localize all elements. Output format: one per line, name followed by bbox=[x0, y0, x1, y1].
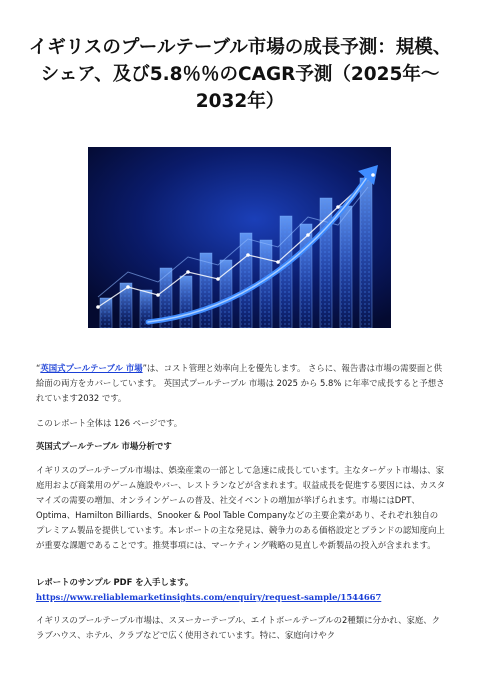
segment-paragraph: イギリスのプールテーブル市場は、スヌーカーテーブル、エイトボールテーブルの2種類に分かれ、家庭、クラブハウス、ホテル、クラブなどで広く使用されています。特に、家庭向けやク bbox=[36, 615, 440, 640]
intro-text: ”は、コスト管理と効率向上を優先します。 さらに、報告書は市場の需要面と供給面の両方をカバーしています。 英国式プールテーブル 市場は 2025 から 5.8% に年率で成長すると予想されています2032 です。 bbox=[36, 363, 445, 403]
hero-node bbox=[306, 233, 310, 237]
hero-bar-texture bbox=[121, 285, 131, 328]
sample-request-label: レポートのサンプル PDF を入手します。 bbox=[36, 577, 194, 587]
hero-node bbox=[246, 253, 250, 257]
pages-note: このレポート全体は 126 ページです。 bbox=[36, 418, 183, 428]
hero-bar-texture bbox=[341, 208, 351, 328]
hero-bar-texture bbox=[261, 242, 271, 328]
hero-bar-texture bbox=[321, 200, 331, 328]
analysis-paragraph: イギリスのプールテーブル市場は、娯楽産業の一部として急速に成長しています。主なターゲット市場は、家庭用および商業用のゲーム施設やバー、レストランなどが含まれます。収益成長を促進する要因には、カスタマイズの需要の増加、オンラインゲームの普及、社交イベントの増加が挙げられます。市場にはDPT、Optima、Hamilton Billiards、Snooker & Pool Table Companyなどの主要企業があり、それぞれ独自のプレミアム製品を提供しています。本レポートの主な発見は、競争力のある価格設定とブランドの認知度向上が重要な課題であることです。推奨事項には、マーケティング戦略の見直しや新製品の投入が含まれます。 bbox=[36, 465, 446, 550]
market-link[interactable]: 英国式プールテーブル 市場 bbox=[40, 363, 143, 373]
hero-bar-texture bbox=[361, 180, 371, 328]
sample-request-link[interactable]: https://www.reliablemarketinsights.com/enquiry/request-sample/1544667 bbox=[36, 592, 382, 602]
hero-bar-texture bbox=[181, 278, 191, 328]
hero-node bbox=[371, 173, 375, 177]
page-title: イギリスのプールテーブル市場の成長予測：規模、シェア、及び5.8％％のCAGR予測（2025年〜2032年） bbox=[28, 37, 452, 112]
hero-node bbox=[96, 305, 100, 309]
hero-bar-texture bbox=[281, 218, 291, 328]
analysis-heading: 英国式プールテーブル 市場分析です bbox=[36, 441, 172, 451]
hero-node bbox=[336, 205, 340, 209]
hero-growth-chart-image bbox=[88, 147, 391, 328]
hero-node bbox=[186, 270, 190, 274]
hero-bar-texture bbox=[201, 255, 211, 328]
intro-paragraph bbox=[36, 361, 446, 406]
hero-node bbox=[216, 277, 220, 281]
open-quote: “ bbox=[36, 363, 41, 373]
hero-node bbox=[126, 285, 130, 289]
sample-request-block bbox=[36, 575, 446, 605]
hero-node bbox=[156, 293, 160, 297]
hero-node bbox=[276, 260, 280, 264]
hero-bar-texture bbox=[241, 235, 251, 328]
